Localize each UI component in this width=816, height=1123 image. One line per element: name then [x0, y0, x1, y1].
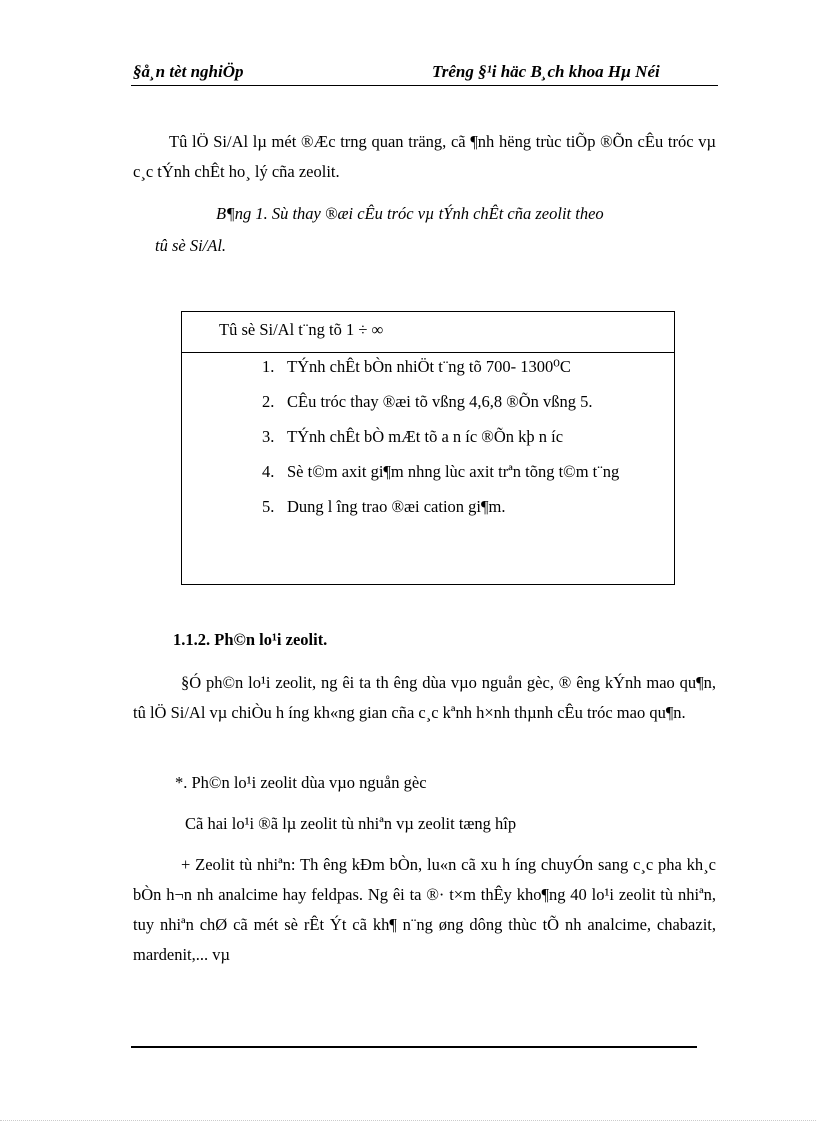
header-left-title: §å¸n tèt nghiÖp [133, 62, 244, 81]
intro-paragraph: Tû lÖ Si/Al lµ mét ®Æc trng quan träng, cã ¶nh hëng trùc tiÕp ®Õn cÊu tróc vµ c¸c tÝnh chÊt ho¸ lý cña zeolit. [133, 132, 716, 181]
natural-zeolite-paragraph: + Zeolit tù nhiªn: Th êng kÐm bÒn, lu«n cã xu h íng chuyÓn sang c¸c pha kh¸c bÒn h¬n nh analcime hay feldpas. Ng êi ta ®· t×m thÊy kho¶ng 40 lo¹i zeolit tù nhiªn, tuy nhiªn chØ cã mét sè rÊt Ýt cã kh¶ n¨ng øng dông thùc tÕ nh analcime, chabazit, mardenit,... vµ [133, 855, 716, 964]
item-number: 3. [262, 427, 275, 446]
header-right-title: Trêng §¹i häc B¸ch khoa Hµ Néi [432, 62, 660, 81]
item-text: CÊu tróc thay ®æi tõ vßng 4,6,8 ®Õn vßng 5. [287, 392, 593, 411]
classification-paragraph: §Ó ph©n lo¹i zeolit, ng êi ta th êng dùa vµo nguån gèc, ® êng kÝnh mao qu¶n, tû lÖ Si/Al vµ chiÒu h íng kh«ng gian cña c¸c kªnh h×nh thµnh cÊu tróc mao qu¶n. [133, 673, 716, 722]
table-header-row [182, 312, 674, 353]
page-bottom-border [0, 1120, 816, 1121]
table-header-text: Tû sè Si/Al t¨ng tõ 1 ÷ ∞ [219, 320, 384, 339]
item-number: 2. [262, 392, 275, 411]
item-text: TÝnh chÊt bÒn nhiÖt t¨ng tõ 700- 1300⁰C [287, 357, 571, 376]
header-rule [131, 85, 718, 86]
item-text: TÝnh chÊt bÒ mÆt tõ a n íc ®Õn kþ n íc [287, 427, 564, 446]
table-item [262, 352, 667, 382]
section-heading: 1.1.2. Ph©n lo¹i zeolit. [173, 630, 328, 649]
two-types-line: Cã hai lo¹i ®ã lµ zeolit tù nhiªn vµ zeolit tæng hîp [185, 814, 517, 833]
table-item [262, 387, 667, 417]
item-number: 4. [262, 462, 275, 481]
footer-rule [131, 1046, 697, 1048]
table-caption-line1: B¶ng 1. Sù thay ®æi cÊu tróc vµ tÝnh chÊt cña zeolit theo [216, 204, 604, 223]
item-text: Dung l îng trao ®æi cation gi¶m. [287, 497, 506, 516]
origin-subheading: *. Ph©n lo¹i zeolit dùa vµo nguån gèc [175, 773, 427, 792]
item-text: Sè t©m axit gi¶m nhng lùc axit trªn tõng t©m t¨ng [287, 462, 620, 481]
si-al-table [181, 311, 675, 585]
item-number: 5. [262, 497, 275, 516]
table-item [262, 492, 667, 522]
table-item-list [262, 352, 667, 527]
table-item [262, 422, 667, 452]
item-number: 1. [262, 357, 275, 376]
table-caption-line2: tû sè Si/Al. [155, 236, 227, 255]
table-item [262, 457, 667, 487]
